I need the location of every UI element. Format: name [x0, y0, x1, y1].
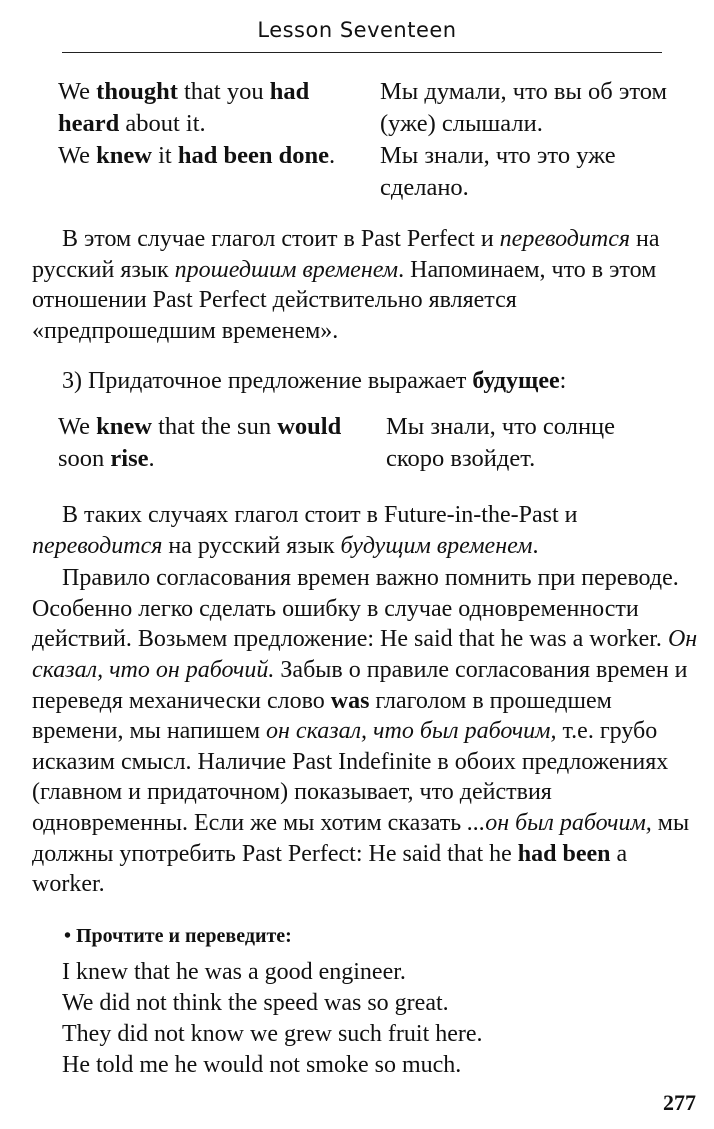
exercise-heading: • Прочтите и переведите:: [64, 925, 292, 947]
paragraph-future-in-past: В таких случаях глагол стоит в Future-in-the-Past и переводится на русский язык будущим временем. Правило согласования времен важно помнить при переводе. Особенно легко сделать ошибку в случае одновременности действий. Возьмем предложение: He said that he was a worker. Он сказал, что он рабочий. Забыв о правиле согласования времен и переведя механически слово was глаголом в прошедшем времени, мы напишем он сказал, что был рабочим, т.е. грубо исказим смысл. Наличие Past Indefinite в обоих предложениях (главном и придаточном) показывает, что действия одновременны. Если же мы хотим сказать ...он был рабочим, мы должны употребить Past Perfect: He said that he had been a worker.: [32, 502, 698, 898]
example-english-1: We thought that you had heard about it. We knew it had been done.: [58, 78, 336, 169]
exercise-line: They did not know we grew such fruit here.: [62, 1021, 483, 1047]
example-russian-2: Мы знали, что солнце скоро взойдет.: [386, 413, 616, 472]
rule-3-heading: 3) Придаточное предложение выражает будущее:: [62, 368, 567, 394]
exercise-line: He told me he would not smoke so much.: [62, 1052, 462, 1078]
example-russian-1: Мы думали, что вы об этом (уже) слышали. Мы знали, что это уже сделано.: [380, 78, 668, 201]
exercise-sentences: [62, 957, 483, 1081]
page-number: 277: [663, 1090, 696, 1115]
paragraph-past-perfect: В этом случае глагол стоит в Past Perfect и переводится на русский язык прошедшим временем. Напоминаем, что в этом отношении Past Perfect действительно является «предпрошедшим временем».: [32, 226, 660, 344]
header-rule: [62, 52, 662, 53]
exercise-line: We did not think the speed was so great.: [62, 990, 449, 1016]
exercise-line: I knew that he was a good engineer.: [62, 959, 406, 985]
example-english-2: We knew that the sun would soon rise.: [58, 413, 342, 472]
running-header: Lesson Seventeen: [257, 18, 457, 42]
